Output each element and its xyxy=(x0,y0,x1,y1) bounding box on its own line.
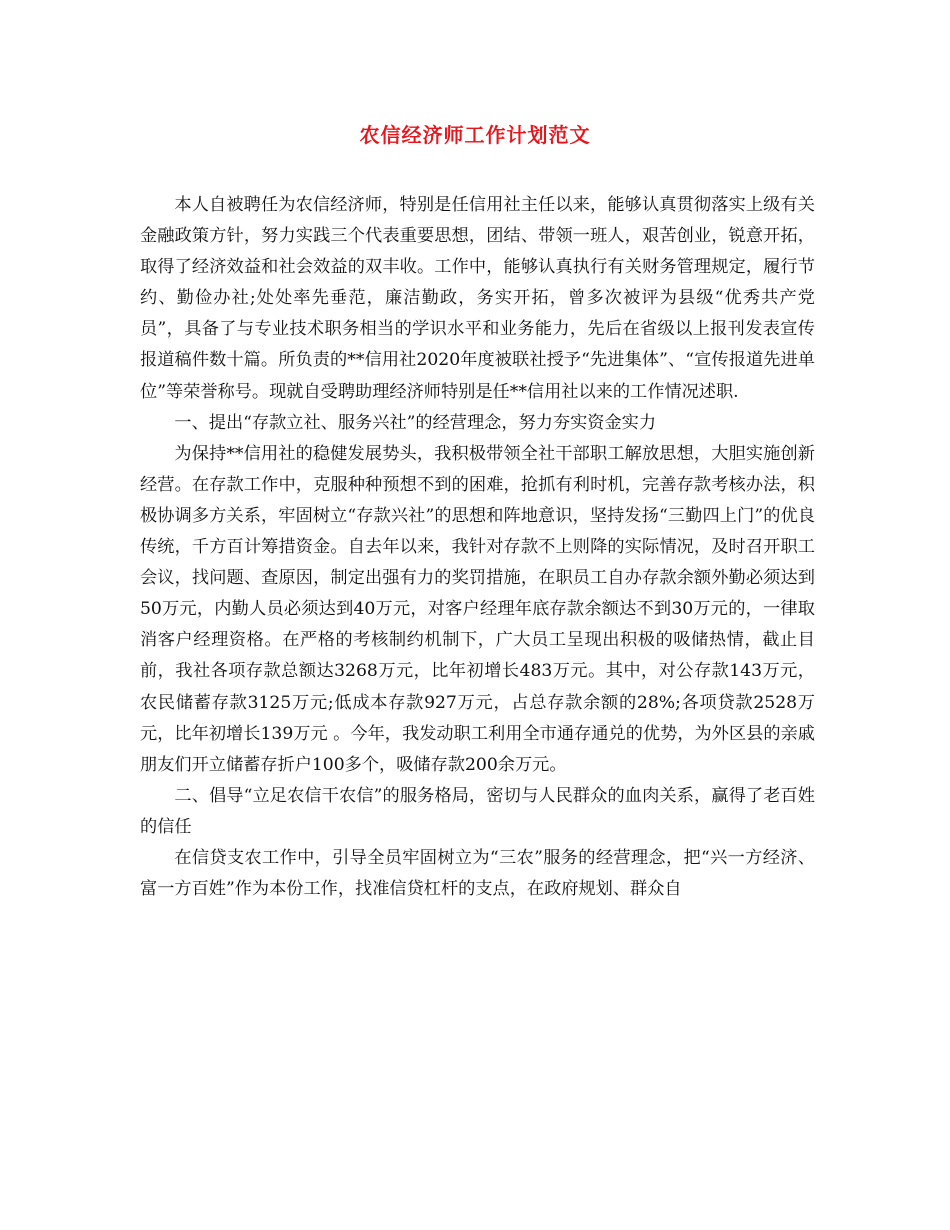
paragraph-deposits: 为保持**信用社的稳健发展势头，我积极带领全社干部职工解放思想，大胆实施创新经营。在存款工作中，克服种种预想不到的困难，抢抓有利时机，完善存款考核办法，积极协调多方关系，牢固树立“存款兴社”的思想和阵地意识，坚持发扬“三勤四上门”的优良传统，千方百计筹措资金。自去年以来，我针对存款不上则降的实际情况，及时召开职工会议，找问题、查原因，制定出强有力的奖罚措施，在职员工自办存款余额外勤必须达到50万元，内勤人员必须达到40万元，对客户经理年底存款余额达不到30万元的，一律取消客户经理资格。在严格的考核制约机制下，广大员工呈现出积极的吸储热情，截止目前，我社各项存款总额达3268万元，比年初增长483万元。其中，对公存款143万元，农民储蓄存款3125万元;低成本存款927万元，占总存款余额的28%;各项贷款2528万元，比年初增长139万元 。今年，我发动职工利用全市通存通兑的优势，为外区县的亲戚朋友们开立储蓄存折户100多个，吸储存款200余万元。 xyxy=(140,443,815,775)
document-body xyxy=(140,190,815,905)
paragraph-credit: 在信贷支农工作中，引导全员牢固树立为“三农”服务的经营理念，把“兴一方经济、富一方百姓”作为本份工作，找准信贷杠杆的支点，在政府规划、群众自 xyxy=(140,847,815,900)
section-heading-2: 二、倡导“立足农信干农信”的服务格局，密切与人民群众的血肉关系，赢得了老百姓的信任 xyxy=(140,785,815,837)
paragraph-intro: 本人自被聘任为农信经济师，特别是任信用社主任以来，能够认真贯彻落实上级有关金融政策方针，努力实践三个代表重要思想，团结、带领一班人，艰苦创业，锐意开拓，取得了经济效益和社会效益的双丰收。工作中，能够认真执行有关财务管理规定，履行节约、勤俭办社;处处率先垂范，廉洁勤政，务实开拓，曾多次被评为县级“优秀共产党员”，具备了与专业技术职务相当的学识水平和业务能力，先后在省级以上报刊发表宣传报道稿件数十篇。所负责的**信用社2020年度被联社授予“先进集体”、“宣传报道先进单位”等荣誉称号。现就自受聘助理经济师特别是任**信用社以来的工作情况述职. xyxy=(140,195,815,402)
section-heading-1: 一、提出“存款立社、服务兴社”的经营理念，努力夯实资金实力 xyxy=(174,412,657,433)
document-title: 农信经济师工作计划范文 xyxy=(359,123,591,147)
